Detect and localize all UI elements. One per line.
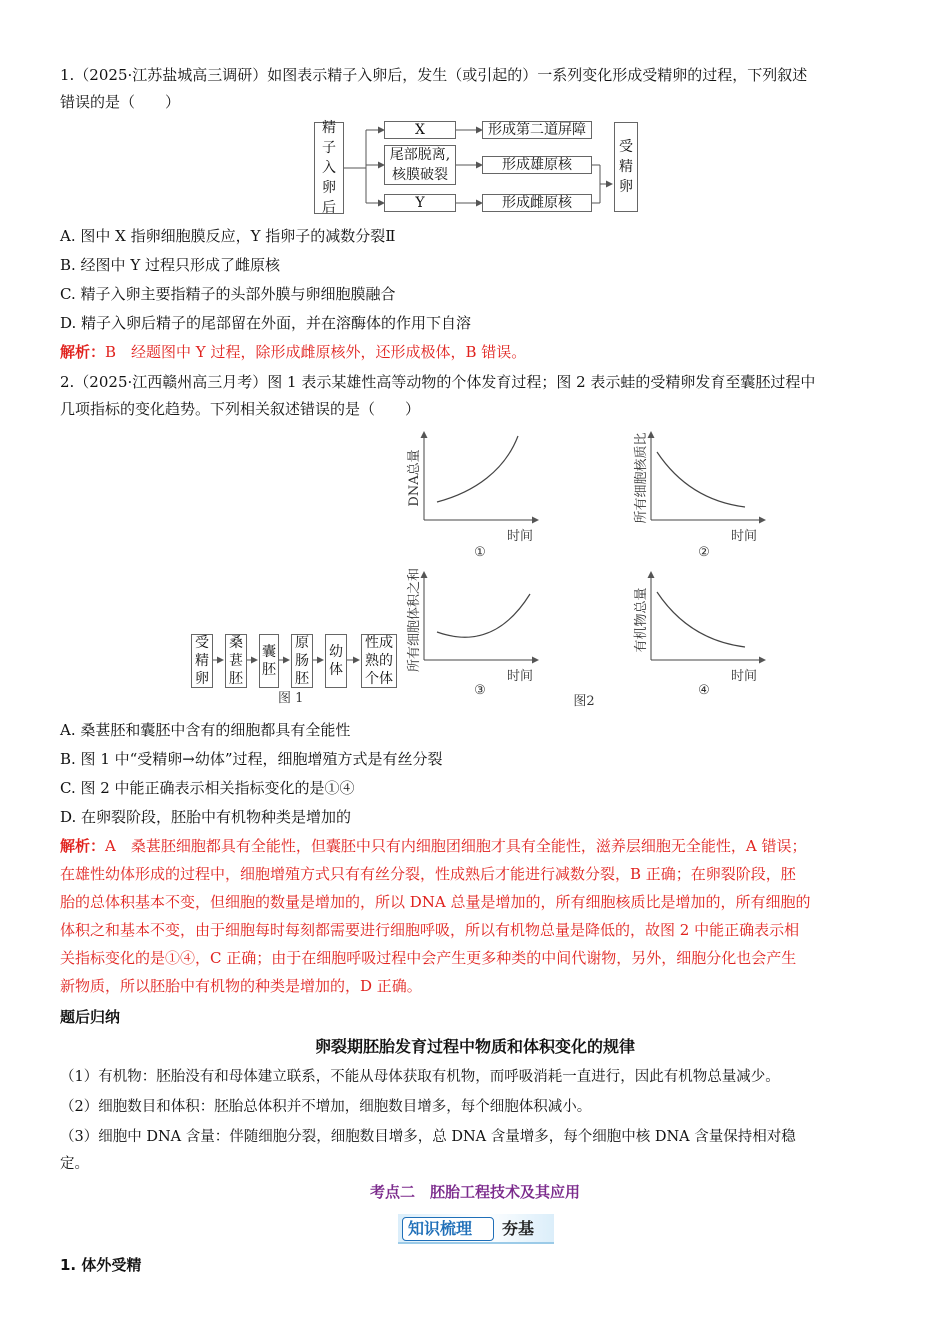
chart-3-curve <box>437 594 530 637</box>
chart-2-ylabel: 所有细胞核质比 <box>634 432 649 524</box>
q2-stage-char: 卵 <box>195 671 209 687</box>
q2-answer-line3: 胎的总体积基本不变，但细胞的数量是增加的，所以 DNA 总量是增加的，所有细胞核质比是增加的，所有细胞的 <box>60 893 811 911</box>
q2-stage-char: 熟的 <box>365 653 393 669</box>
q2-stage-char: 精 <box>195 653 209 669</box>
q1-box-second-barrier: 形成第二道屏障 <box>482 121 592 139</box>
chart-1-number: ① <box>474 545 486 560</box>
q2-option-d: D. 在卵裂阶段，胚胎中有机物种类是增加的 <box>60 808 352 826</box>
q2-answer-line4: 体积之和基本不变，由于细胞每时每刻都需要进行细胞呼吸，所以有机物总量是降低的，故图 2 中能正确表示相 <box>60 921 800 939</box>
q2-stage-char: 性成 <box>365 635 393 651</box>
chart-1 <box>407 432 538 560</box>
q1-box-male-pronucleus: 形成雄原核 <box>482 156 592 174</box>
chart-3-ylabel: 所有细胞体积之和 <box>407 567 422 673</box>
section-title: 考点二 胚胎工程技术及其应用 <box>369 1183 580 1201</box>
q1-mid-line: 尾部脱离, <box>389 147 451 163</box>
summary-item-3-line1: （3）细胞中 DNA 含量：伴随细胞分裂，细胞数目增多，总 DNA 含量增多，每个细胞中核 DNA 含量保持相对稳 <box>60 1129 796 1145</box>
q1-stem-line1: 1.（2025·江苏盐城高三调研）如图表示精子入卵后，发生（或引起的）一系列变化形成受精卵的过程，下列叙述 <box>60 66 808 84</box>
q2-answer-line1 <box>60 833 806 859</box>
chart-2 <box>633 432 765 560</box>
q2-answer-line2: 在雄性幼体形成的过程中，细胞增殖方式只有有丝分裂，性成熟后才能进行减数分裂，B 正确；在卵裂阶段，胚 <box>60 865 796 883</box>
q2-stage-char: 葚 <box>229 653 243 669</box>
chart-4-ylabel: 有机物总量 <box>634 587 649 653</box>
q1-answer-text: B 经题图中 Y 过程，除形成雌原核外，还形成极体，B 错误。 <box>105 343 527 361</box>
chart-4-number: ④ <box>698 683 710 698</box>
chart-4-curve <box>657 592 745 647</box>
q1-box-x: X <box>384 121 456 139</box>
q1-left-char: 后 <box>322 200 336 216</box>
chart-2-number: ② <box>698 545 710 560</box>
q1-left-char: 卵 <box>322 180 336 196</box>
q1-mid-line: 核膜破裂 <box>392 167 448 183</box>
q1-option-a: A. 图中 X 指卵细胞膜反应，Y 指卵子的减数分裂Ⅱ <box>60 227 396 245</box>
knowledge-badge <box>398 1214 554 1244</box>
summary-item-2: （2）细胞数目和体积：胚胎总体积并不增加，细胞数目增多，每个细胞体积减小。 <box>60 1099 592 1115</box>
chart-3 <box>406 568 538 698</box>
q2-answer-text: A 桑葚胚细胞都具有全能性，但囊胚中只有内细胞团细胞才具有全能性，滋养层细胞无全能性，A 错误； <box>105 837 807 855</box>
q2-stage-char: 体 <box>329 662 343 678</box>
q1-right-char: 卵 <box>619 179 633 195</box>
q1-box-y: Y <box>384 194 456 212</box>
chart-2-curve <box>657 452 745 507</box>
q2-option-b: B. 图 1 中“受精卵→幼体”过程，细胞增殖方式是有丝分裂 <box>60 750 443 768</box>
badge-right-text: 夯基 <box>502 1219 535 1238</box>
q2-stage-char: 个体 <box>365 671 393 687</box>
q2-stem-line1: 2.（2025·江西赣州高三月考）图 1 表示某雄性高等动物的个体发育过程；图 2 表示蛙的受精卵发育至囊胚过程中 <box>60 373 816 391</box>
q1-option-c: C. 精子入卵主要指精子的头部外膜与卵细胞膜融合 <box>60 285 396 303</box>
q1-left-char: 子 <box>322 140 336 156</box>
chart-2-xlabel: 时间 <box>730 529 758 544</box>
q2-stage-char: 肠 <box>295 653 309 669</box>
q1-right-char: 受 <box>619 139 633 155</box>
chart-3-xlabel: 时间 <box>506 669 534 684</box>
q1-box-female-pronucleus: 形成雌原核 <box>482 194 592 212</box>
q2-stage-char: 受 <box>195 635 209 651</box>
q2-stage-char: 桑 <box>229 635 243 651</box>
summary-item-1: （1）有机物：胚胎没有和母体建立联系，不能从母体获取有机物，而呼吸消耗一直进行，因此有机物总量减少。 <box>60 1069 780 1085</box>
chart-3-number: ③ <box>474 683 486 698</box>
q2-answer-line5: 关指标变化的是①④，C 正确；由于在细胞呼吸过程中会产生更多种类的中间代谢物，另外，细胞分化也会产生 <box>60 949 797 967</box>
q1-stem-line2: 错误的是（ ） <box>60 93 181 111</box>
subsection-1-title: 1. 体外受精 <box>60 1256 142 1274</box>
q2-stage-char: 幼 <box>329 644 343 660</box>
q2-stage-char: 囊 <box>262 644 276 660</box>
chart-1-curve <box>437 436 518 502</box>
q2-stage-char: 胚 <box>295 671 309 687</box>
summary-title: 题后归纳 <box>60 1008 121 1026</box>
summary-heading: 卵裂期胚胎发育过程中物质和体积变化的规律 <box>314 1037 635 1056</box>
q2-stem-line2: 几项指标的变化趋势。下列相关叙述错误的是（ ） <box>60 400 421 418</box>
q2-answer-label: 解析： <box>60 837 106 855</box>
q2-option-a: A. 桑葚胚和囊胚中含有的细胞都具有全能性 <box>60 721 351 739</box>
q1-left-char: 精 <box>322 120 336 136</box>
q2-option-c: C. 图 2 中能正确表示相关指标变化的是①④ <box>60 779 355 797</box>
q1-option-b: B. 经图中 Y 过程只形成了雌原核 <box>60 256 280 274</box>
badge-left-text: 知识梳理 <box>408 1219 473 1238</box>
q2-fig2-caption: 图2 <box>573 694 595 709</box>
chart-1-ylabel: DNA总量 <box>407 449 422 507</box>
q1-answer-label: 解析： <box>60 343 106 361</box>
q2-fig1-caption: 图 1 <box>278 691 304 706</box>
chart-4-xlabel: 时间 <box>730 669 758 684</box>
q1-right-char: 精 <box>619 159 633 175</box>
chart-1-xlabel: 时间 <box>506 529 534 544</box>
q1-left-char: 入 <box>322 160 336 176</box>
q2-stage-char: 胚 <box>262 662 276 678</box>
q2-stage-char: 原 <box>295 635 309 651</box>
chart-4 <box>633 572 765 698</box>
q2-stage-char: 胚 <box>229 671 243 687</box>
summary-item-3-line2: 定。 <box>60 1156 89 1172</box>
q1-option-d: D. 精子入卵后精子的尾部留在外面，并在溶酶体的作用下自溶 <box>60 314 472 332</box>
q2-answer-line6: 新物质，所以胚胎中有机物的种类是增加的，D 正确。 <box>60 977 422 995</box>
